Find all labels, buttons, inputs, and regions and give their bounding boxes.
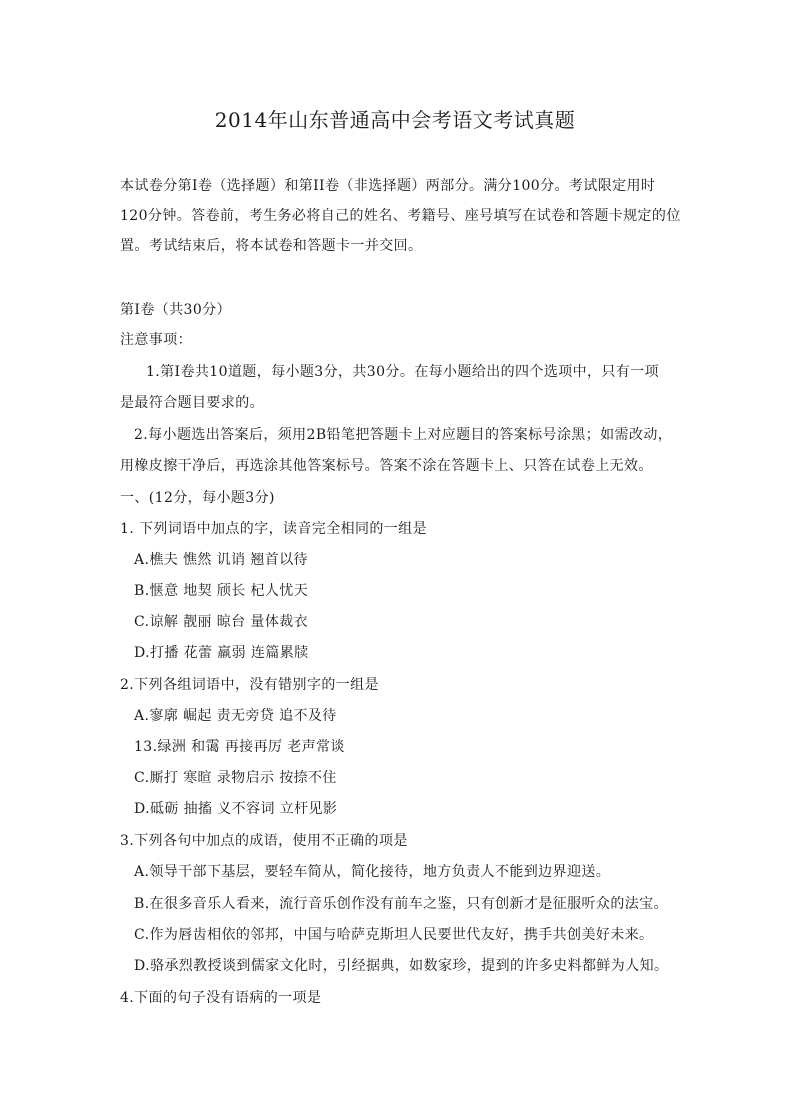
question-3-option-a: A.领导干部下基层，要轻车简从，简化接待，地方负责人不能到边界迎送。 [134, 864, 611, 880]
section1-header: 第I卷（共30分） [120, 302, 231, 318]
question-1-option-a: A.樵夫 憔然 讥诮 翘首以待 [134, 552, 308, 568]
question-1-option-c: C.谅解 靓丽 晾台 量体裁衣 [134, 614, 309, 630]
page-title: 2014年山东普通高中会考语文考试真题 [214, 108, 576, 132]
question-3-option-c: C.作为唇齿相依的邻邦，中国与哈萨克斯坦人民要世代友好，携手共创美好未来。 [134, 927, 654, 943]
note-line-4: 用橡皮擦干净后，再选涂其他答案标号。答案不涂在答题卡上、只答在试卷上无效。 [120, 458, 653, 474]
note-line-1: 1.第I卷共10道题，每小题3分，共30分。在每小题给出的四个选项中，只有一项 [146, 364, 660, 380]
question-2-option-b: 13.绿洲 和霭 再接再厉 老声常谈 [134, 739, 345, 755]
question-3-stem: 3.下列各句中加点的成语，使用不正确的项是 [120, 833, 408, 849]
note-line-2: 是最符合题目要求的。 [120, 395, 264, 411]
question-2-option-d: D.砥砺 抽搐 义不容词 立杆见影 [134, 801, 338, 817]
part1-header: 一、(12分，每小题3分) [120, 490, 275, 506]
question-1-option-d: D.打播 花蕾 羸弱 连篇累牍 [134, 645, 309, 661]
notes-label: 注意事项： [120, 332, 192, 348]
intro-line-2: 120分钟。答卷前，考生务必将自己的姓名、考籍号、座号填写在试卷和答题卡规定的位 [120, 208, 681, 224]
intro-line-3: 置。考试结束后，将本试卷和答题卡一并交回。 [120, 238, 423, 254]
question-4-stem: 4.下面的句子没有语病的一项是 [120, 990, 322, 1006]
question-1-option-b: B.惬意 地契 颀长 杞人忧天 [134, 583, 309, 599]
question-3-option-b: B.在很多音乐人看来，流行音乐创作没有前车之鉴，只有创新才是征服听众的法宝。 [134, 896, 668, 912]
question-2-stem: 2.下列各组词语中，没有错别字的一组是 [120, 677, 379, 693]
intro-line-1: 本试卷分第I卷（选择题）和第II卷（非选择题）两部分。满分100分。考试限定用时 [120, 178, 656, 194]
question-2-option-c: C.厮打 寒暄 录物启示 按捺不住 [134, 770, 337, 786]
question-3-option-d: D.骆承烈教授谈到儒家文化时，引经据典，如数家珍，提到的许多史料都鲜为人知。 [134, 958, 669, 974]
note-line-3: 2.每小题选出答案后，须用2B铅笔把答题卡上对应题目的答案标号涂黑；如需改动， [134, 427, 673, 443]
question-1-stem: 1. 下列词语中加点的字，读音完全相同的一组是 [120, 521, 428, 537]
question-2-option-a: A.寥廓 崛起 责无旁贷 追不及待 [134, 708, 337, 724]
